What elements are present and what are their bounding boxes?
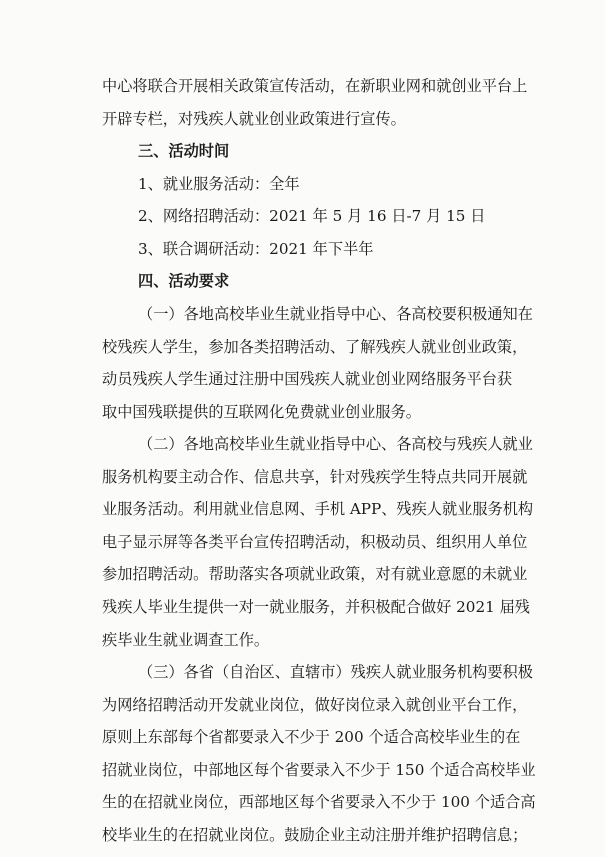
paragraph-line: （二）各地高校毕业生就业指导中心、各高校与残疾人就业: [138, 435, 533, 453]
schedule-item-1: 1、就业服务活动：全年: [138, 175, 300, 193]
paragraph-line: （一）各地高校毕业生就业指导中心、各高校要积极通知在: [138, 305, 533, 323]
paragraph-line: 校毕业生的在招就业岗位。鼓励企业主动注册并维护招聘信息；: [102, 826, 528, 844]
paragraph-line: 中心将联合开展相关政策宣传活动，在新职业网和就创业平台上: [102, 77, 528, 95]
paragraph-line: 动员残疾人学生通过注册中国残疾人就业创业网络服务平台获: [102, 370, 513, 388]
paragraph-line: 生的在招就业岗位，西部地区每个省要录入不少于 100 个适合高: [102, 793, 536, 811]
paragraph-line: 残疾人毕业生提供一对一就业服务，并积极配合做好 2021 届残: [102, 598, 530, 616]
paragraph-line: 校残疾人学生，参加各类招聘活动、了解残疾人就业创业政策，: [102, 338, 528, 356]
paragraph-line: 招就业岗位，中部地区每个省要录入不少于 150 个适合高校毕业: [102, 761, 536, 779]
paragraph-line: 服务机构要主动合作、信息共享，针对残疾学生特点共同开展就: [102, 468, 528, 486]
paragraph-line: 电子显示屏等各类平台宣传招聘活动，积极动员、组织用人单位: [102, 533, 528, 551]
schedule-item-3: 3、联合调研活动：2021 年下半年: [138, 240, 374, 258]
section-heading-3: 三、活动时间: [138, 142, 230, 160]
schedule-item-2: 2、网络招聘活动：2021 年 5 月 16 日-7 月 15 日: [138, 207, 486, 225]
paragraph-line: 业服务活动。利用就业信息网、手机 APP、残疾人就业服务机构: [102, 500, 534, 518]
paragraph-line: 为网络招聘活动开发就业岗位，做好岗位录入就创业平台工作，: [102, 696, 528, 714]
paragraph-line: 参加招聘活动。帮助落实各项就业政策，对有就业意愿的未就业: [102, 565, 528, 583]
section-heading-4: 四、活动要求: [138, 272, 230, 290]
paragraph-line: 开辟专栏，对残疾人就业创业政策进行宣传。: [102, 110, 406, 128]
paragraph-line: 疾毕业生就业调查工作。: [102, 631, 270, 649]
paragraph-line: 取中国残联提供的互联网化免费就业创业服务。: [102, 403, 421, 421]
paragraph-line: 原则上东部每个省都要录入不少于 200 个适合高校毕业生的在: [102, 728, 521, 746]
paragraph-line: （三）各省（自治区、直辖市）残疾人就业服务机构要积极: [138, 663, 533, 681]
